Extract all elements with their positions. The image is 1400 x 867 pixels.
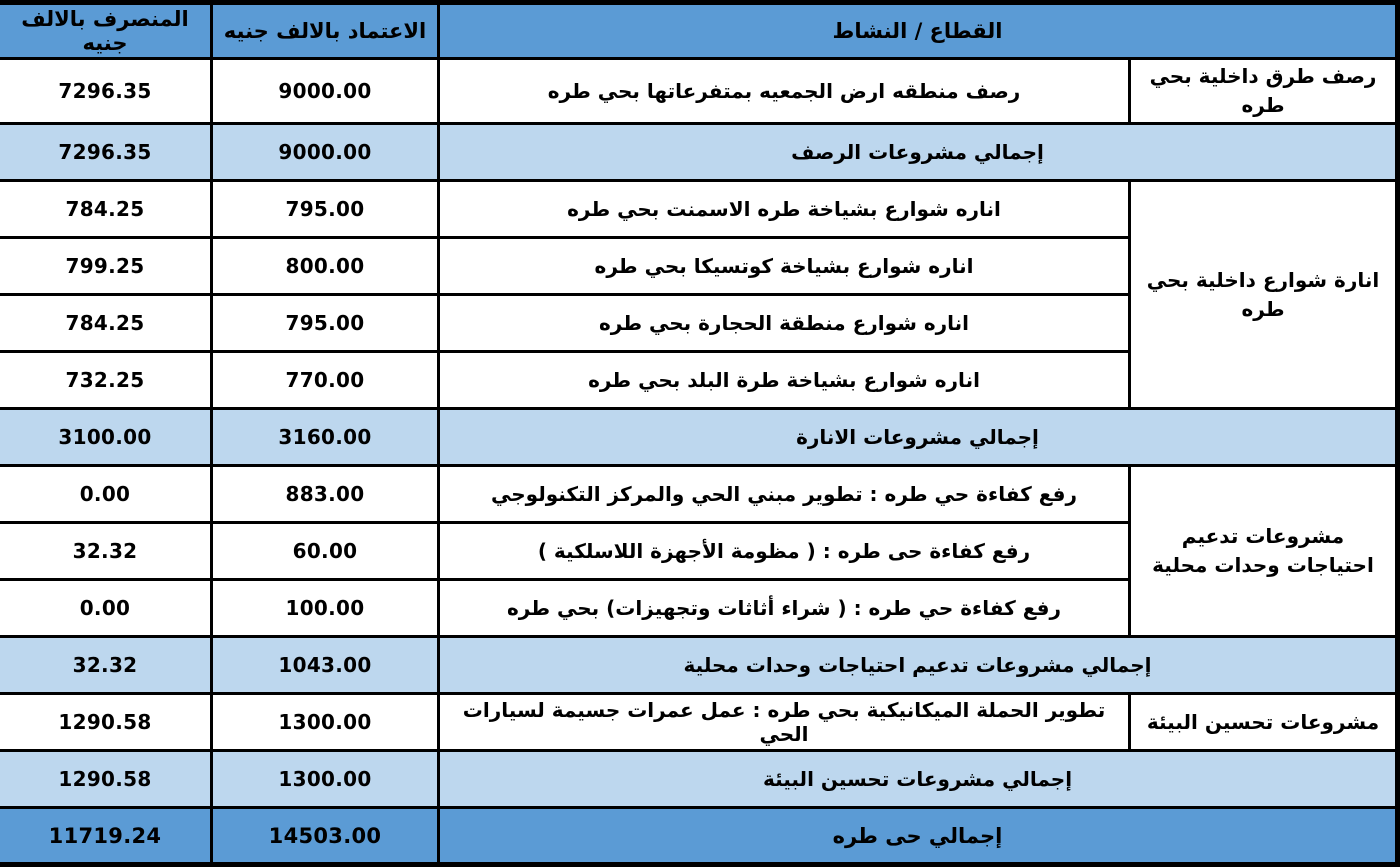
section-total-row [0, 637, 1398, 694]
table-row [0, 694, 1398, 751]
grand-total-row [0, 808, 1398, 865]
activity-cell: رفع كفاءة حي طره : ( شراء أثاثات وتجهيزات) بحي طره [439, 580, 1130, 637]
table-row [0, 59, 1398, 124]
table-row [0, 466, 1398, 523]
disbursed-value: 7296.35 [0, 124, 212, 181]
credit-value: 60.00 [212, 523, 439, 580]
disbursed-value: 784.25 [0, 295, 212, 352]
section-total-label: إجمالي مشروعات الانارة [439, 409, 1398, 466]
activity-cell: اناره شوارع بشياخة طره الاسمنت بحي طره [439, 181, 1130, 238]
activity-cell: اناره شوارع منطقة الحجارة بحي طره [439, 295, 1130, 352]
category-cell: مشروعات تدعيم احتياجات وحدات محلية [1130, 466, 1398, 637]
disbursed-value: 1290.58 [0, 751, 212, 808]
credit-value: 9000.00 [212, 124, 439, 181]
credit-value: 100.00 [212, 580, 439, 637]
disbursed-value: 32.32 [0, 523, 212, 580]
section-total-label: إجمالي مشروعات الرصف [439, 124, 1398, 181]
header-credit: الاعتماد بالالف جنيه [212, 3, 439, 59]
header-sector-activity: القطاع / النشاط [439, 3, 1398, 59]
disbursed-value: 32.32 [0, 637, 212, 694]
credit-value: 770.00 [212, 352, 439, 409]
credit-value: 14503.00 [212, 808, 439, 865]
section-total-label: إجمالي مشروعات تحسين البيئة [439, 751, 1398, 808]
table-row [0, 181, 1398, 238]
credit-value: 1043.00 [212, 637, 439, 694]
header-row [0, 3, 1398, 59]
disbursed-value: 11719.24 [0, 808, 212, 865]
credit-value: 3160.00 [212, 409, 439, 466]
category-cell: انارة شوارع داخلية بحي طره [1130, 181, 1398, 409]
disbursed-value: 1290.58 [0, 694, 212, 751]
activity-cell: رفع كفاءة حي طره : تطوير مبني الحي والمركز التكنولوجي [439, 466, 1130, 523]
activity-cell: تطوير الحملة الميكانيكية بحي طره : عمل عمرات جسيمة لسيارات الحي [439, 694, 1130, 751]
section-total-row [0, 409, 1398, 466]
disbursed-value: 732.25 [0, 352, 212, 409]
category-cell: مشروعات تحسين البيئة [1130, 694, 1398, 751]
disbursed-value: 7296.35 [0, 59, 212, 124]
grand-total-label: إجمالي حى طره [439, 808, 1398, 865]
disbursed-value: 799.25 [0, 238, 212, 295]
credit-value: 9000.00 [212, 59, 439, 124]
header-disbursed: المنصرف بالالف جنيه [0, 3, 212, 59]
credit-value: 800.00 [212, 238, 439, 295]
disbursed-value: 0.00 [0, 580, 212, 637]
credit-value: 795.00 [212, 181, 439, 238]
section-total-label: إجمالي مشروعات تدعيم احتياجات وحدات محلية [439, 637, 1398, 694]
section-total-row [0, 751, 1398, 808]
credit-value: 1300.00 [212, 751, 439, 808]
credit-value: 883.00 [212, 466, 439, 523]
credit-value: 1300.00 [212, 694, 439, 751]
category-cell: رصف طرق داخلية بحي طره [1130, 59, 1398, 124]
activity-cell: رفع كفاءة حى طره : ( مظومة الأجهزة اللاسلكية ) [439, 523, 1130, 580]
section-total-row [0, 124, 1398, 181]
disbursed-value: 0.00 [0, 466, 212, 523]
credit-value: 795.00 [212, 295, 439, 352]
disbursed-value: 3100.00 [0, 409, 212, 466]
activity-cell: اناره شوارع بشياخة كوتسيكا بحي طره [439, 238, 1130, 295]
activity-cell: رصف منطقه ارض الجمعيه بمتفرعاتها بحي طره [439, 59, 1130, 124]
disbursed-value: 784.25 [0, 181, 212, 238]
activity-cell: اناره شوارع بشياخة طرة البلد بحي طره [439, 352, 1130, 409]
